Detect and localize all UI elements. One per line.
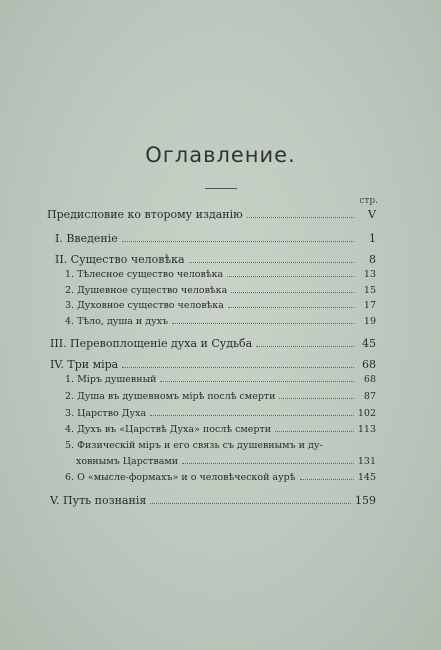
toc-entry-label: II. Существо человѣка <box>55 253 185 266</box>
dot-leader <box>275 426 354 432</box>
toc-entry <box>50 358 376 371</box>
toc-entry-page-number: V <box>368 208 376 221</box>
dot-leader <box>172 318 354 324</box>
toc-entry-label: 2. Душевное существо человѣка <box>65 285 228 296</box>
dot-leader <box>256 340 354 347</box>
dot-leader <box>327 443 354 448</box>
toc-entry-label: 5. Физическій міръ и его связь съ душевнымъ и ду- <box>65 440 323 451</box>
toc-entry <box>55 232 376 245</box>
toc-entry-page-number: 68 <box>362 358 376 371</box>
toc-entry <box>55 253 376 266</box>
toc-entry-label: I. Введеніе <box>55 232 118 245</box>
toc-entry-page-number: 131 <box>357 456 376 467</box>
toc-entry <box>65 285 376 296</box>
dot-leader <box>231 287 354 293</box>
toc-entry-label: 1. Міръ душевный <box>65 374 157 385</box>
dot-leader <box>247 211 354 218</box>
dot-leader <box>160 376 354 382</box>
toc-entry <box>50 337 376 350</box>
toc-entry <box>65 408 376 419</box>
dot-leader <box>150 497 351 504</box>
toc-entry-page-number: 102 <box>357 408 376 419</box>
toc-entry <box>65 440 376 451</box>
toc-entry-page-number: 45 <box>362 337 376 350</box>
toc-entry <box>47 208 376 221</box>
toc-entry <box>76 456 376 467</box>
toc-entry-label: 6. О «мысле-формахъ» и о человѣческой аурѣ <box>65 472 296 483</box>
toc-entry-label: V. Путь познанія <box>50 494 147 507</box>
toc-entry-page-number: 13 <box>363 269 376 280</box>
toc-entry-label: 4. Духъ въ «Царствѣ Духа» послѣ смерти <box>65 424 272 435</box>
toc-entry <box>50 494 376 507</box>
toc-entry-label: 4. Тѣло, душа и духъ <box>65 316 169 327</box>
dot-leader <box>150 410 354 416</box>
toc-entry-page-number: 17 <box>363 300 376 311</box>
toc-entry <box>65 300 376 311</box>
toc-entry-label: III. Перевоплощеніе духа и Судьба <box>50 337 253 350</box>
toc-entry <box>65 269 376 280</box>
toc-entry-label: 2. Душа въ душевномъ мірѣ послѣ смерти <box>65 391 276 402</box>
toc-entry-label: 1. Тѣлесное существо человѣка <box>65 269 224 280</box>
page-column-header: стр. <box>359 196 378 206</box>
toc-entry <box>65 472 376 483</box>
toc-entry-page-number: 113 <box>357 424 376 435</box>
toc-entry-page-number: 159 <box>355 494 376 507</box>
toc-entry-label: ховнымъ Царствами <box>76 456 179 467</box>
dot-leader <box>189 256 354 263</box>
dot-leader <box>300 474 354 480</box>
toc-entry-page-number: 8 <box>369 253 376 266</box>
dot-leader <box>122 361 354 368</box>
page-title: Оглавление. <box>145 143 296 167</box>
toc-entry-label: IV. Три міра <box>50 358 119 371</box>
dot-leader <box>279 393 354 399</box>
toc-entry-label: Предисловие ко второму изданію <box>47 208 243 221</box>
toc-entry-page-number: 87 <box>363 391 376 402</box>
dot-leader <box>122 235 354 242</box>
toc-entry-label: 3. Царство Духа <box>65 408 147 419</box>
dot-leader <box>227 271 354 277</box>
toc-entry <box>65 316 376 327</box>
toc-entry-page-number: 68 <box>363 374 376 385</box>
toc-entry <box>65 424 376 435</box>
toc-entry-page-number: 1 <box>369 232 376 245</box>
toc-entry <box>65 391 376 402</box>
toc-entry-page-number: 15 <box>363 285 376 296</box>
toc-entry <box>65 374 376 385</box>
toc-entry-label: 3. Духовное существо человѣка <box>65 300 224 311</box>
dot-leader <box>182 458 354 464</box>
toc-entry-page-number: 19 <box>363 316 376 327</box>
dot-leader <box>228 302 354 308</box>
toc-entry-page-number: 145 <box>357 472 376 483</box>
